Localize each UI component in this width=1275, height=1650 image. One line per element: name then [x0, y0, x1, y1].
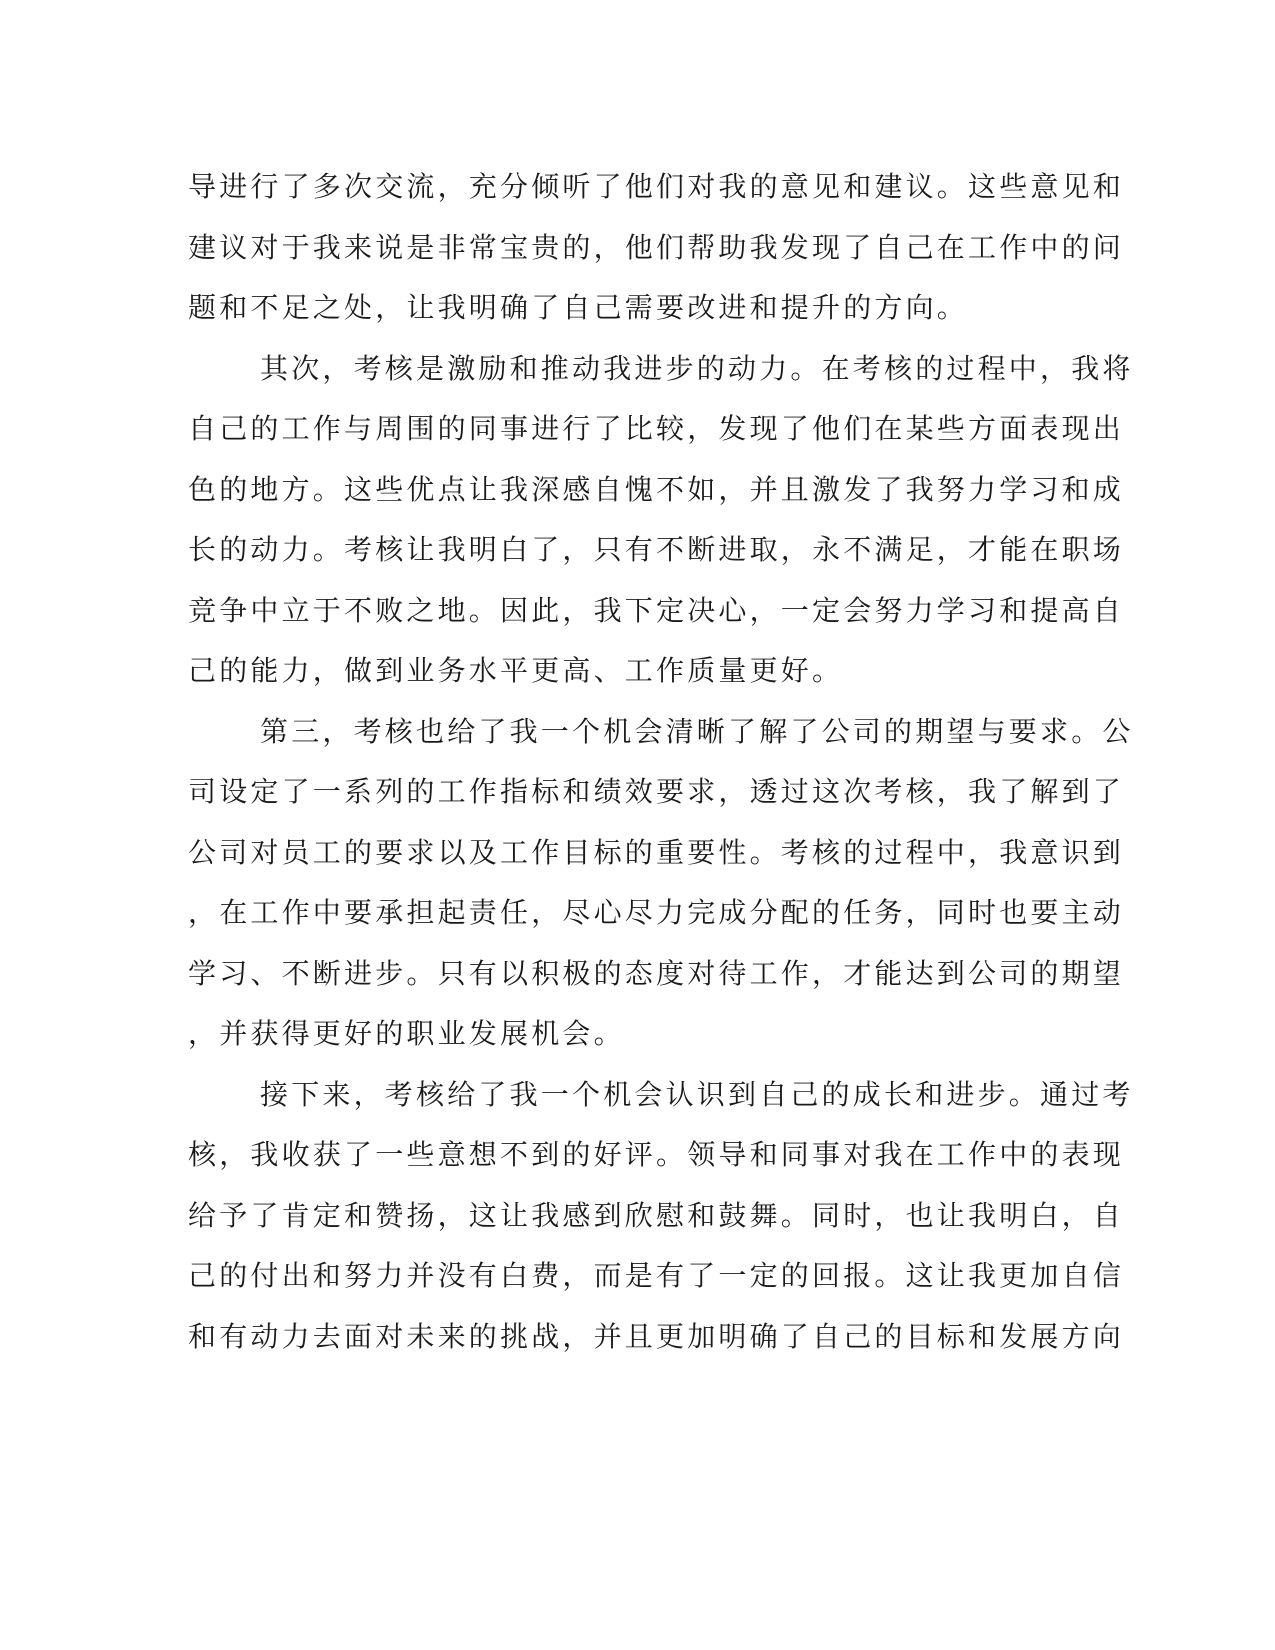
- text-line: 公司对员工的要求以及工作目标的重要性。考核的过程中，我意识到: [188, 835, 1125, 869]
- paragraph-first-line: 其次，考核是激励和推动我进步的动力。在考核的过程中，我将: [260, 351, 1134, 385]
- text-line: 核，我收获了一些意想不到的好评。领导和同事对我在工作中的表现: [188, 1138, 1125, 1171]
- text-line: 长的动力。考核让我明白了，只有不断进取，永不满足，才能在职场: [188, 533, 1125, 566]
- text-line: 己的能力，做到业务水平更高、工作质量更好。: [188, 654, 844, 687]
- document-body: [188, 157, 1134, 1367]
- text-line: 己的付出和努力并没有白费，而是有了一定的回报。这让我更加自信: [188, 1259, 1125, 1292]
- text-line: ，并获得更好的职业发展机会。: [188, 1017, 625, 1050]
- text-line: 给予了肯定和赞扬，这让我感到欣慰和鼓舞。同时，也让我明白，自: [188, 1198, 1125, 1232]
- text-line: 司设定了一系列的工作指标和绩效要求，透过这次考核，我了解到了: [188, 775, 1125, 808]
- paragraph-first-line: 第三，考核也给了我一个机会清晰了解了公司的期望与要求。公: [260, 714, 1134, 748]
- text-line: 题和不足之处，让我明确了自己需要改进和提升的方向。: [188, 291, 969, 324]
- text-line: 竞争中立于不败之地。因此，我下定决心，一定会努力学习和提高自: [188, 593, 1125, 627]
- paragraph-first-line: 接下来，考核给了我一个机会认识到自己的成长和进步。通过考: [260, 1077, 1134, 1111]
- text-line: 和有动力去面对未来的挑战，并且更加明确了自己的目标和发展方向: [188, 1319, 1125, 1353]
- text-line: ，在工作中要承担起责任，尽心尽力完成分配的任务，同时也要主动: [188, 896, 1125, 929]
- text-line: 色的地方。这些优点让我深感自愧不如，并且激发了我努力学习和成: [188, 472, 1125, 506]
- text-line: 自己的工作与周围的同事进行了比较，发现了他们在某些方面表现出: [188, 412, 1125, 445]
- text-line: 学习、不断进步。只有以积极的态度对待工作，才能达到公司的期望: [188, 956, 1125, 990]
- text-line: 建议对于我来说是非常宝贵的，他们帮助我发现了自己在工作中的问: [188, 230, 1125, 264]
- text-line: 导进行了多次交流，充分倾听了他们对我的意见和建议。这些意见和: [188, 170, 1125, 203]
